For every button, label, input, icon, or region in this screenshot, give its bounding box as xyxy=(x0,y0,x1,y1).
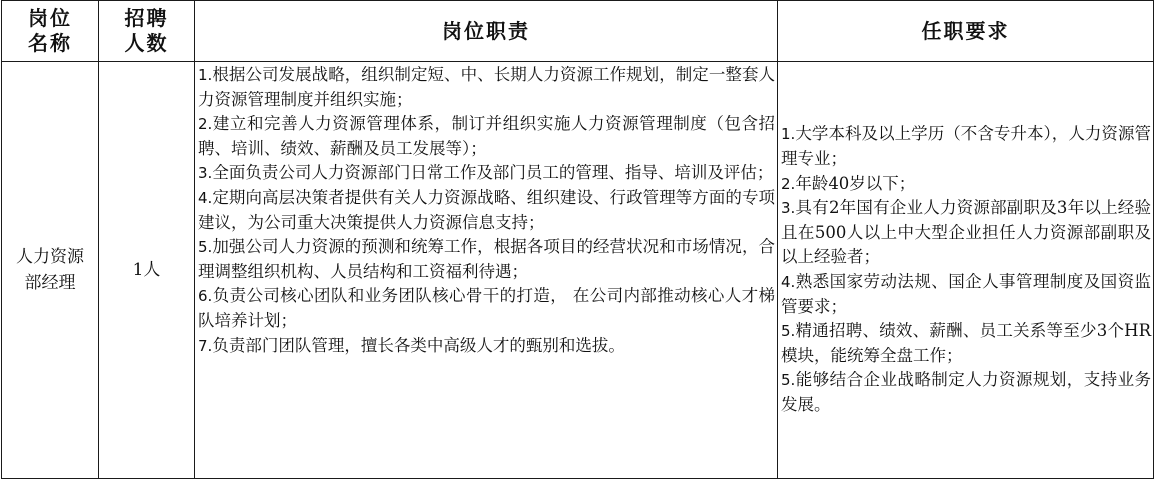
duty-item: 2.建立和完善人力资源管理体系，制订并组织实施人力资源管理制度（包含招聘、培训、绩效、薪酬及员工发展等）； xyxy=(198,114,775,158)
cell-requirements xyxy=(778,62,1154,479)
duty-item: 4.定期向高层决策者提供有关人力资源战略、组织建设、行政管理等方面的专项建议，为公司重大决策提供人力资源信息支持； xyxy=(198,187,775,232)
header-duties: 岗位职责 xyxy=(195,1,778,62)
duty-item: 6.负责公司核心团队和业务团队核心骨干的打造， 在公司内部推动核心人才梯队培养计划； xyxy=(198,286,775,330)
cell-duties xyxy=(195,62,778,479)
cell-position-name xyxy=(2,62,99,479)
requirement-item: 4.熟悉国家劳动法规、国企人事管理制度及国资监管要求； xyxy=(781,272,1151,316)
duty-item: 3.全面负责公司人力资源部门日常工作及部门员工的管理、指导、培训及评估； xyxy=(198,163,774,183)
duty-item: 1.根据公司发展战略，组织制定短、中、长期人力资源工作规划，制定一整套人力资源管理制度并组织实施； xyxy=(198,65,775,109)
job-posting-table xyxy=(1,0,1154,479)
table-header-row xyxy=(2,1,1154,62)
cell-headcount: 1人 xyxy=(99,62,195,479)
position-name-line-2: 部经理 xyxy=(24,273,76,293)
header-headcount-line-1: 招聘 xyxy=(124,6,169,30)
requirement-item: 2.年龄40岁以下； xyxy=(781,173,916,193)
header-position-name-line-1: 岗位 xyxy=(28,6,72,30)
requirement-item: 5.精通招聘、绩效、薪酬、员工关系等至少3个HR模块，能统筹全盘工作； xyxy=(781,321,1151,365)
header-requirements: 任职要求 xyxy=(778,1,1154,62)
position-name-line-1: 人力资源 xyxy=(16,247,84,267)
requirement-item: 1.大学本科及以上学历（不含专升本），人力资源管理专业； xyxy=(781,124,1151,169)
header-position-name-line-2: 名称 xyxy=(28,31,72,55)
requirement-item: 3.具有2年国有企业人力资源部副职及3年以上经验且在500人以上中大型企业担任人力资源部副职及以上经验者； xyxy=(781,198,1151,267)
requirement-item: 5.能够结合企业战略制定人力资源规划，支持业务发展。 xyxy=(781,370,1151,414)
header-headcount xyxy=(99,1,195,62)
header-headcount-line-2: 人数 xyxy=(124,31,169,55)
duty-item: 5.加强公司人力资源的预测和统筹工作，根据各项目的经营状况和市场情况，合理调整组织机构、人员结构和工资福利待遇； xyxy=(198,237,775,281)
table-row xyxy=(2,62,1154,479)
duty-item: 7.负责部门团队管理，擅长各类中高级人才的甄别和选拔。 xyxy=(198,335,625,355)
header-position-name xyxy=(2,1,99,62)
